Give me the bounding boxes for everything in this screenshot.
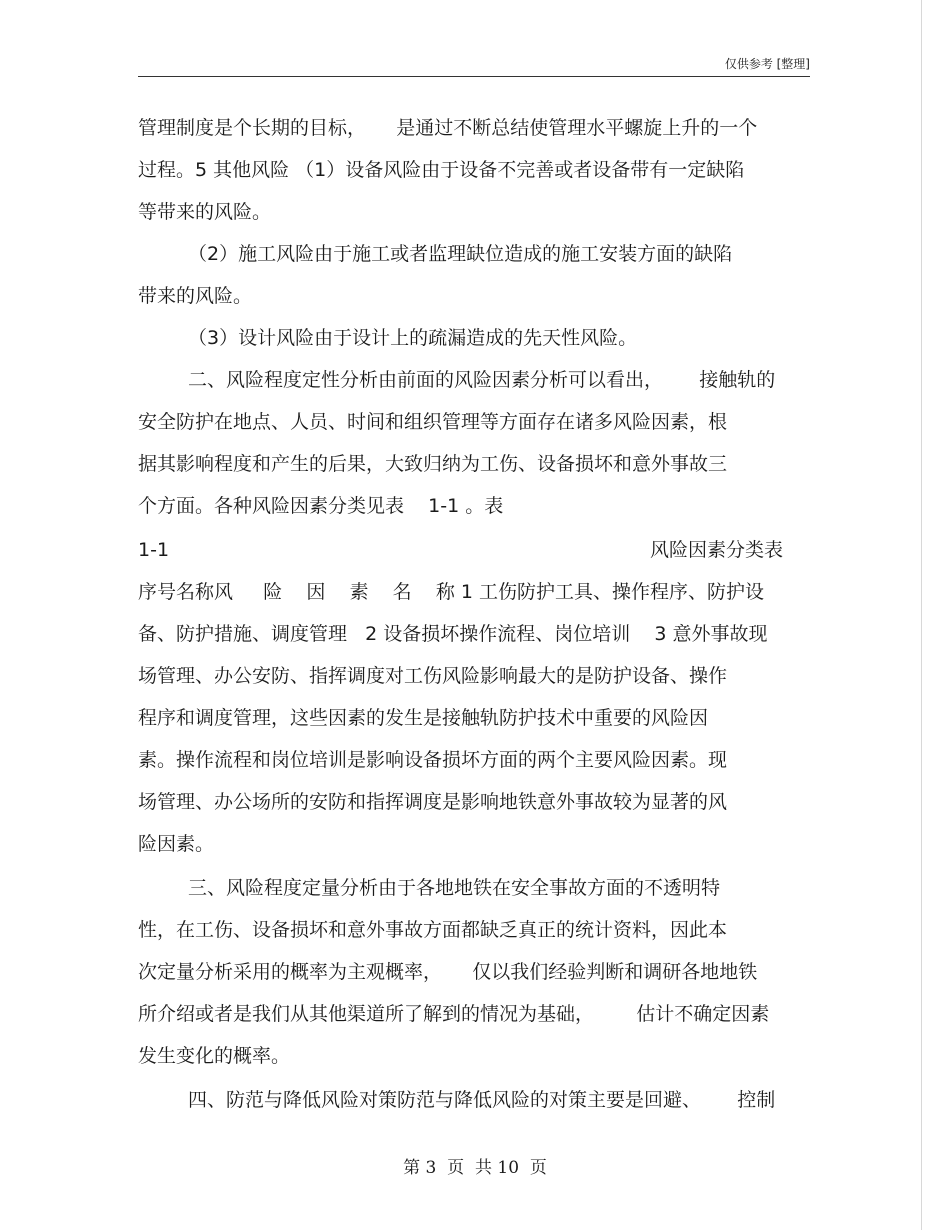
body-line: 四、防范与降低风险对策防范与降低风险的对策主要是回避、 控制 bbox=[188, 1089, 776, 1111]
body-line: （3）设计风险由于设计上的疏漏造成的先天性风险。 bbox=[188, 327, 638, 349]
body-line: 次定量分析采用的概率为主观概率， 仅以我们经验判断和调研各地地铁 bbox=[138, 961, 758, 983]
body-line: 三、风险程度定量分析由于各地地铁在安全事故方面的不透明特 bbox=[188, 877, 721, 899]
body-line: 过程。5 其他风险 （1）设备风险由于设备不完善或者设备带有一定缺陷 bbox=[138, 159, 745, 181]
body-line: 序号名称风 险 因 素 名 称 1 工伤防护工具、操作程序、防护设 bbox=[138, 581, 764, 603]
body-line: （2）施工风险由于施工或者监理缺位造成的施工安装方面的缺陷 bbox=[188, 243, 733, 265]
body-line: 管理制度是个长期的目标， 是通过不断总结使管理水平螺旋上升的一个 bbox=[138, 117, 758, 139]
body-line: 据其影响程度和产生的后果，大致归纳为工伤、设备损坏和意外事故三 bbox=[138, 453, 728, 475]
body-line: 带来的风险。 bbox=[138, 285, 253, 307]
body-line: 所介绍或者是我们从其他渠道所了解到的情况为基础， 估计不确定因素 bbox=[138, 1003, 770, 1025]
body-line: 安全防护在地点、人员、时间和组织管理等方面存在诸多风险因素，根 bbox=[138, 411, 728, 433]
body-line: 发生变化的概率。 bbox=[138, 1045, 291, 1067]
body-line: 险因素。 bbox=[138, 833, 215, 855]
body-line: 个方面。各种风险因素分类见表 1-1 。表 bbox=[138, 495, 504, 517]
body-line: 素。操作流程和岗位培训是影响设备损坏方面的两个主要风险因素。现 bbox=[138, 749, 728, 771]
table-number: 1-1 bbox=[138, 539, 170, 561]
body-line: 场管理、办公场所的安防和指挥调度是影响地铁意外事故较为显著的风 bbox=[138, 791, 728, 813]
header-rule bbox=[138, 76, 810, 77]
page-number-footer: 第 3 页 共 10 页 bbox=[403, 1158, 547, 1178]
header-note: 仅供参考 [整理] bbox=[724, 57, 810, 71]
body-line: 场管理、办公安防、指挥调度对工伤风险影响最大的是防护设备、操作 bbox=[138, 665, 728, 687]
body-line: 二、风险程度定性分析由前面的风险因素分析可以看出， 接触轨的 bbox=[188, 369, 776, 391]
body-line: 等带来的风险。 bbox=[138, 201, 272, 223]
body-line: 程序和调度管理，这些因素的发生是接触轨防护技术中重要的风险因 bbox=[138, 707, 709, 729]
body-line: 性，在工伤、设备损坏和意外事故方面都缺乏真正的统计资料，因此本 bbox=[138, 919, 728, 941]
body-line: 备、防护措施、调度管理 2 设备损坏操作流程、岗位培训 3 意外事故现 bbox=[138, 623, 768, 645]
table-caption: 风险因素分类表 bbox=[650, 539, 784, 561]
